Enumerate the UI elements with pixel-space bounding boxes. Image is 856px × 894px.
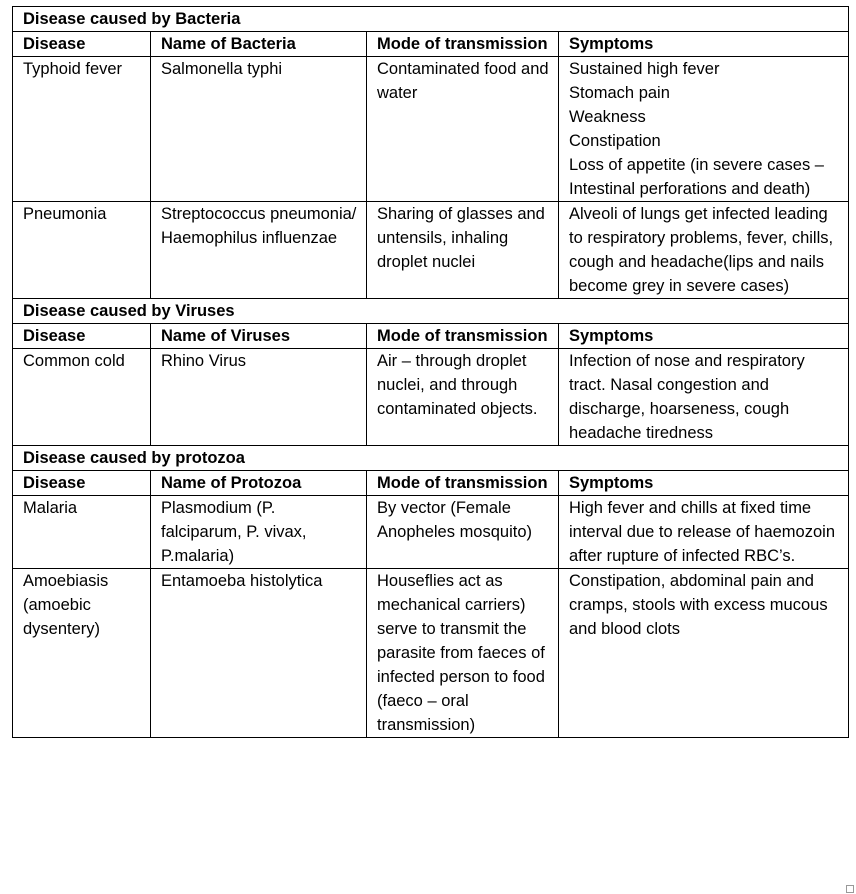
header-disease: Disease: [13, 32, 151, 57]
disease-cell: Pneumonia: [13, 202, 151, 299]
section-title: Disease caused by protozoa: [13, 446, 849, 471]
section-row-protozoa: [13, 446, 849, 471]
table-row: [13, 202, 849, 299]
agent-cell: Plasmodium (P. falciparum, P. vivax, P.malaria): [151, 496, 367, 569]
table-row: [13, 496, 849, 569]
disease-cell: Malaria: [13, 496, 151, 569]
symptoms-cell: [559, 349, 849, 446]
mode-cell: Contaminated food and water: [367, 57, 559, 202]
section-title: Disease caused by Bacteria: [13, 7, 849, 32]
section-title: Disease caused by Viruses: [13, 299, 849, 324]
header-agent: Name of Protozoa: [151, 471, 367, 496]
table-row: [13, 569, 849, 738]
disease-cell: Amoebiasis (amoebic dysentery): [13, 569, 151, 738]
symptom-line: Alveoli of lungs get infected leading to respiratory problems, fever, chills, cough and headache(lips and nails become grey in severe cases): [569, 205, 834, 295]
mode-cell: Air – through droplet nuclei, and through contaminated objects.: [367, 349, 559, 446]
symptom-line: Constipation: [569, 132, 661, 150]
header-row: [13, 471, 849, 496]
header-disease: Disease: [13, 324, 151, 349]
header-agent: Name of Bacteria: [151, 32, 367, 57]
disease-cell: Typhoid fever: [13, 57, 151, 202]
symptom-line: Infection of nose and respiratory tract. Nasal congestion and discharge, hoarseness, cough headache tiredness: [569, 352, 805, 442]
header-mode: Mode of transmission: [367, 32, 559, 57]
header-symptoms: Symptoms: [559, 324, 849, 349]
symptom-line: Sustained high fever: [569, 60, 720, 78]
section-row-viruses: [13, 299, 849, 324]
agent-cell: Entamoeba histolytica: [151, 569, 367, 738]
symptoms-cell: [559, 569, 849, 738]
header-symptoms: Symptoms: [559, 32, 849, 57]
symptoms-cell: [559, 57, 849, 202]
header-row: [13, 324, 849, 349]
header-mode: Mode of transmission: [367, 324, 559, 349]
header-row: [13, 32, 849, 57]
symptoms-cell: [559, 202, 849, 299]
symptoms-cell: [559, 496, 849, 569]
disease-cell: Common cold: [13, 349, 151, 446]
table-resize-handle[interactable]: [846, 885, 854, 893]
header-symptoms: Symptoms: [559, 471, 849, 496]
agent-cell: Streptococcus pneumonia/ Haemophilus influenzae: [151, 202, 367, 299]
mode-cell: By vector (Female Anopheles mosquito): [367, 496, 559, 569]
symptom-line: High fever and chills at fixed time interval due to release of haemozoin after rupture of infected RBC’s.: [569, 499, 835, 565]
section-row-bacteria: [13, 7, 849, 32]
header-disease: Disease: [13, 471, 151, 496]
symptom-line: Constipation, abdominal pain and cramps, stools with excess mucous and blood clots: [569, 572, 828, 638]
agent-cell: Rhino Virus: [151, 349, 367, 446]
disease-table: [12, 6, 849, 738]
table-row: [13, 349, 849, 446]
mode-cell: Sharing of glasses and untensils, inhaling droplet nuclei: [367, 202, 559, 299]
header-mode: Mode of transmission: [367, 471, 559, 496]
symptom-line: Weakness: [569, 108, 646, 126]
header-agent: Name of Viruses: [151, 324, 367, 349]
mode-cell: Houseflies act as mechanical carriers) serve to transmit the parasite from faeces of infected person to food (faeco – oral transmission): [367, 569, 559, 738]
agent-cell: Salmonella typhi: [151, 57, 367, 202]
symptom-line: Stomach pain: [569, 84, 670, 102]
symptom-line: Loss of appetite (in severe cases – Intestinal perforations and death): [569, 156, 824, 198]
table-row: [13, 57, 849, 202]
